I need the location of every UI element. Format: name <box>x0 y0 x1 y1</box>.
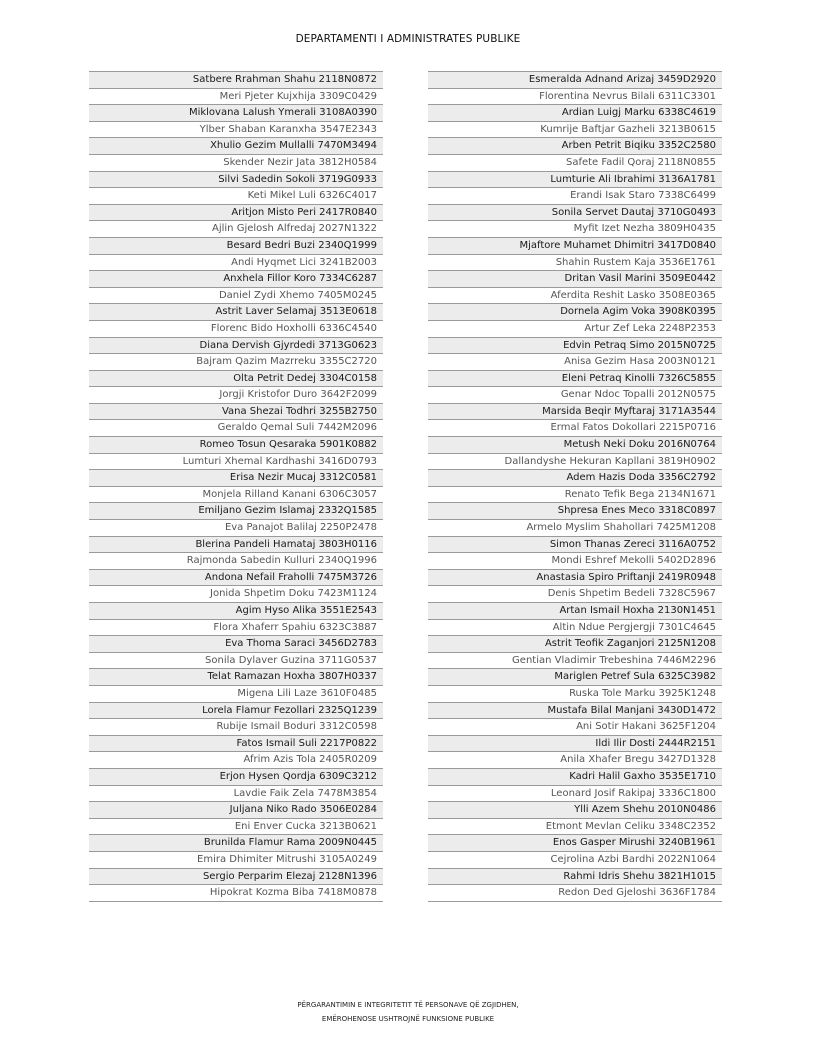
name-row: Andona Nefail Fraholli 7475M3726 <box>89 570 383 587</box>
name-row: Geraldo Qemal Suli 7442M2096 <box>89 420 383 437</box>
name-row: Telat Ramazan Hoxha 3807H0337 <box>89 669 383 686</box>
name-row: Emiljano Gezim Islamaj 2332Q1585 <box>89 503 383 520</box>
name-row: Dornela Agim Voka 3908K0395 <box>428 304 722 321</box>
right-name-column <box>428 71 722 902</box>
page-title: DEPARTAMENTI I ADMINISTRATES PUBLIKE <box>295 33 521 45</box>
name-row: Artur Zef Leka 2248P2353 <box>428 321 722 338</box>
name-row: Monjela Rilland Kanani 6306C3057 <box>89 487 383 504</box>
name-row: Edvin Petraq Simo 2015N0725 <box>428 338 722 355</box>
name-row: Ylli Azem Shehu 2010N0486 <box>428 802 722 819</box>
name-row: Ermal Fatos Dokollari 2215P0716 <box>428 420 722 437</box>
name-row: Mariglen Petref Sula 6325C3982 <box>428 669 722 686</box>
name-row: Hipokrat Kozma Biba 7418M0878 <box>89 885 383 902</box>
name-row: Jorgji Kristofor Duro 3642F2099 <box>89 387 383 404</box>
name-row: Kadri Halil Gaxho 3535E1710 <box>428 769 722 786</box>
name-row: Anisa Gezim Hasa 2003N0121 <box>428 354 722 371</box>
name-row: Besard Bedri Buzi 2340Q1999 <box>89 238 383 255</box>
name-row: Sonila Servet Dautaj 3710G0493 <box>428 205 722 222</box>
name-row: Emira Dhimiter Mitrushi 3105A0249 <box>89 852 383 869</box>
name-row: Flora Xhaferr Spahiu 6323C3887 <box>89 620 383 637</box>
name-row: Genar Ndoc Topalli 2012N0575 <box>428 387 722 404</box>
name-row: Fatos Ismail Suli 2217P0822 <box>89 736 383 753</box>
name-row: Ardian Luigj Marku 6338C4619 <box>428 105 722 122</box>
footer <box>0 998 816 1026</box>
name-row: Vana Shezai Todhri 3255B2750 <box>89 404 383 421</box>
name-row: Erisa Nezir Mucaj 3312C0581 <box>89 470 383 487</box>
name-row: Erandi Isak Staro 7338C6499 <box>428 188 722 205</box>
name-row: Enos Gasper Mirushi 3240B1961 <box>428 835 722 852</box>
name-row: Altin Ndue Pergjergji 7301C4645 <box>428 620 722 637</box>
name-row: Artan Ismail Hoxha 2130N1451 <box>428 603 722 620</box>
name-row: Mondi Eshref Mekolli 5402D2896 <box>428 553 722 570</box>
name-row: Lavdie Faik Zela 7478M3854 <box>89 786 383 803</box>
name-row: Redon Ded Gjeloshi 3636F1784 <box>428 885 722 902</box>
name-row: Esmeralda Adnand Arizaj 3459D2920 <box>428 72 722 89</box>
name-row: Erjon Hysen Qordja 6309C3212 <box>89 769 383 786</box>
name-row: Eva Thoma Saraci 3456D2783 <box>89 636 383 653</box>
name-row: Dallandyshe Hekuran Kapllani 3819H0902 <box>428 454 722 471</box>
name-row: Andi Hyqmet Lici 3241B2003 <box>89 255 383 272</box>
name-row: Lumturi Xhemal Kardhashi 3416D0793 <box>89 454 383 471</box>
name-row: Rubije Ismail Boduri 3312C0598 <box>89 719 383 736</box>
name-row: Mjaftore Muhamet Dhimitri 3417D0840 <box>428 238 722 255</box>
name-row: Gentian Vladimir Trebeshina 7446M2296 <box>428 653 722 670</box>
name-row: Rajmonda Sabedin Kulluri 2340Q1996 <box>89 553 383 570</box>
name-row: Myfit Izet Nezha 3809H0435 <box>428 221 722 238</box>
name-row: Denis Shpetim Bedeli 7328C5967 <box>428 586 722 603</box>
name-row: Cejrolina Azbi Bardhi 2022N1064 <box>428 852 722 869</box>
name-row: Daniel Zydi Xhemo 7405M0245 <box>89 288 383 305</box>
name-row: Astrit Teofik Zaganjori 2125N1208 <box>428 636 722 653</box>
name-row: Lorela Flamur Fezollari 2325Q1239 <box>89 703 383 720</box>
name-row: Ruska Tole Marku 3925K1248 <box>428 686 722 703</box>
name-row: Shahin Rustem Kaja 3536E1761 <box>428 255 722 272</box>
name-row: Metush Neki Doku 2016N0764 <box>428 437 722 454</box>
footer-line-2: EMËROHENOSE USHTROJNË FUNKSIONE PUBLIKE <box>321 1015 495 1023</box>
name-row: Meri Pjeter Kujxhija 3309C0429 <box>89 89 383 106</box>
name-row: Marsida Beqir Myftaraj 3171A3544 <box>428 404 722 421</box>
name-row: Eleni Petraq Kinolli 7326C5855 <box>428 371 722 388</box>
name-row: Aferdita Reshit Lasko 3508E0365 <box>428 288 722 305</box>
name-row: Anxhela Fillor Koro 7334C6287 <box>89 271 383 288</box>
name-row: Etmont Mevlan Celiku 3348C2352 <box>428 819 722 836</box>
name-row: Sonila Dylaver Guzina 3711G0537 <box>89 653 383 670</box>
name-row: Brunilda Flamur Rama 2009N0445 <box>89 835 383 852</box>
name-row: Blerina Pandeli Hamataj 3803H0116 <box>89 537 383 554</box>
left-name-column <box>89 71 383 902</box>
name-row: Eva Panajot Balilaj 2250P2478 <box>89 520 383 537</box>
name-row: Agim Hyso Alika 3551E2543 <box>89 603 383 620</box>
name-row: Jonida Shpetim Doku 7423M1124 <box>89 586 383 603</box>
name-row: Armelo Myslim Shahollari 7425M1208 <box>428 520 722 537</box>
name-row: Eni Enver Cucka 3213B0621 <box>89 819 383 836</box>
name-row: Olta Petrit Dedej 3304C0158 <box>89 371 383 388</box>
name-row: Romeo Tosun Qesaraka 5901K0882 <box>89 437 383 454</box>
name-row: Anila Xhafer Bregu 3427D1328 <box>428 752 722 769</box>
name-row: Dritan Vasil Marini 3509E0442 <box>428 271 722 288</box>
name-row: Florentina Nevrus Bilali 6311C3301 <box>428 89 722 106</box>
name-row: Silvi Sadedin Sokoli 3719G0933 <box>89 172 383 189</box>
name-row: Migena Lili Laze 3610F0485 <box>89 686 383 703</box>
name-row: Juljana Niko Rado 3506E0284 <box>89 802 383 819</box>
name-row: Safete Fadil Qoraj 2118N0855 <box>428 155 722 172</box>
name-row: Kumrije Baftjar Gazheli 3213B0615 <box>428 122 722 139</box>
name-row: Simon Thanas Zereci 3116A0752 <box>428 537 722 554</box>
name-row: Afrim Azis Tola 2405R0209 <box>89 752 383 769</box>
name-row: Arben Petrit Biqiku 3352C2580 <box>428 138 722 155</box>
name-row: Ylber Shaban Karanxha 3547E2343 <box>89 122 383 139</box>
name-row: Bajram Qazim Mazrreku 3355C2720 <box>89 354 383 371</box>
name-row: Ajlin Gjelosh Alfredaj 2027N1322 <box>89 221 383 238</box>
name-row: Mustafa Bilal Manjani 3430D1472 <box>428 703 722 720</box>
name-row: Ani Sotir Hakani 3625F1204 <box>428 719 722 736</box>
name-row: Skender Nezir Jata 3812H0584 <box>89 155 383 172</box>
name-row: Keti Mikel Luli 6326C4017 <box>89 188 383 205</box>
name-row: Lumturie Ali Ibrahimi 3136A1781 <box>428 172 722 189</box>
name-row: Satbere Rrahman Shahu 2118N0872 <box>89 72 383 89</box>
name-row: Miklovana Lalush Ymerali 3108A0390 <box>89 105 383 122</box>
name-row: Leonard Josif Rakipaj 3336C1800 <box>428 786 722 803</box>
name-row: Sergio Perparim Elezaj 2128N1396 <box>89 869 383 886</box>
name-row: Adem Hazis Doda 3356C2792 <box>428 470 722 487</box>
name-row: Shpresa Enes Meco 3318C0897 <box>428 503 722 520</box>
name-row: Rahmi Idris Shehu 3821H1015 <box>428 869 722 886</box>
name-row: Diana Dervish Gjyrdedi 3713G0623 <box>89 338 383 355</box>
name-row: Ildi Ilir Dosti 2444R2151 <box>428 736 722 753</box>
name-row: Aritjon Misto Peri 2417R0840 <box>89 205 383 222</box>
name-row: Renato Tefik Bega 2134N1671 <box>428 487 722 504</box>
name-row: Florenc Bido Hoxholli 6336C4540 <box>89 321 383 338</box>
name-row: Anastasia Spiro Priftanji 2419R0948 <box>428 570 722 587</box>
name-row: Xhulio Gezim Mullalli 7470M3494 <box>89 138 383 155</box>
footer-line-1: PËRGARANTIMIN E INTEGRITETIT TË PERSONAVE QË ZGJIDHEN, <box>297 1001 519 1009</box>
name-row: Astrit Laver Selamaj 3513E0618 <box>89 304 383 321</box>
